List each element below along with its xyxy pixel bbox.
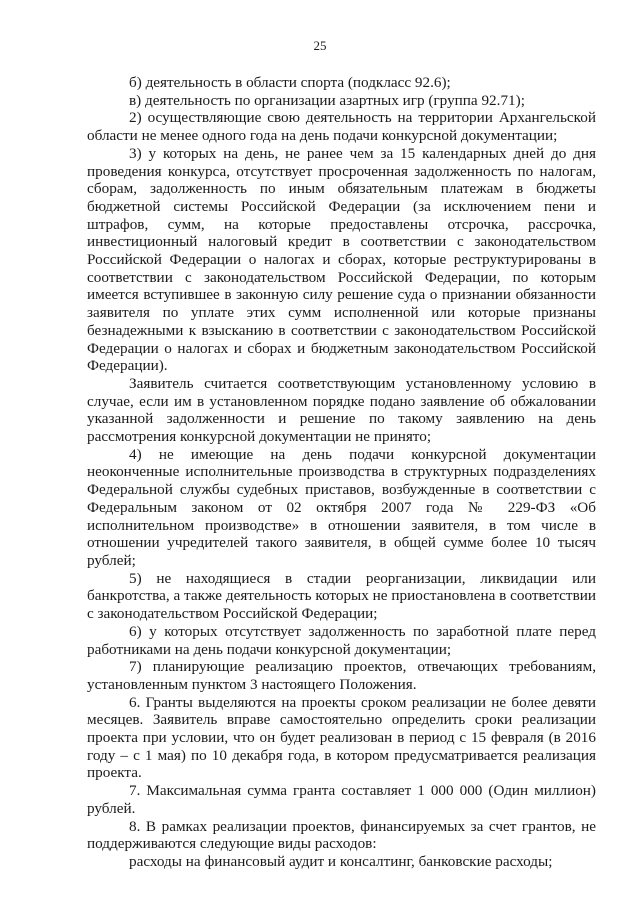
paragraph: 7) планирующие реализацию проектов, отвечающих требованиям, установленным пунктом 3 настоящего Положения. — [87, 658, 596, 693]
paragraph: 4) не имеющие на день подачи конкурсной документации неоконченные исполнительные производства в структурных подразделениях Федеральной службы судебных приставов, возбужденные в соответствии с Федеральным законом от 02 октября 2007 года № 229-ФЗ «Об исполнительном производстве» в отношении заявителя, в том числе в отношении учредителей такого заявителя, в общей сумме более 10 тысяч рублей; — [87, 445, 596, 569]
paragraph: 6) у которых отсутствует задолженность по заработной плате перед работниками на день подачи конкурсной документации; — [87, 622, 596, 658]
paragraph: 2) осуществляющие свою деятельность на территории Архангельской области не менее одного года на день подачи конкурсной документации; — [87, 109, 596, 145]
paragraph: 5) не находящиеся в стадии реорганизации, ликвидации или банкротства, а также деятельность которых не приостановлена в соответствии с законодательством Российской Федерации; — [87, 569, 596, 623]
paragraph: 3) у которых на день, не ранее чем за 15 календарных дней до дня проведения конкурса, отсутствует просроченная задолженность по налогам, сборам, задолженность по иным обязательным платежам в бюджеты бюджетной системы Российской Федерации (за исключением пени и штрафов, сумм, на которые предоставлены отсрочка, рассрочка, инвестиционный налоговый кредит в соответствии с законодательством Российской Федерации о налогах и сборах, которые реструктурированы в соответствии с законодательством Российской Федерации, по которым имеется вступившее в законную силу решение суда о признании обязанности заявителя по уплате этих сумм исполненной или которые признаны безнадежными к взысканию в соответствии с законодательством Российской Федерации о налогах и сборах и бюджетным законодательством Российской Федерации). — [87, 144, 596, 375]
paragraph: расходы на финансовый аудит и консалтинг, банковские расходы; — [129, 852, 553, 870]
document-body — [87, 74, 596, 871]
paragraph: 8. В рамках реализации проектов, финансируемых за счет грантов, не поддерживаются следующие виды расходов: — [87, 817, 596, 853]
page-number: 25 — [313, 38, 327, 53]
paragraph: 6. Гранты выделяются на проекты сроком реализации не более девяти месяцев. Заявитель вправе самостоятельно определить сроки реализации проекта при условии, что он будет реализован в период с 15 февраля (в 2016 году – с 1 мая) по 10 декабря года, в котором предусматривается реализация проекта. — [87, 693, 596, 782]
paragraph: в) деятельность по организации азартных игр (группа 92.71); — [129, 91, 525, 109]
paragraph: б) деятельность в области спорта (подкласс 92.6); — [129, 74, 451, 91]
paragraph: 7. Максимальная сумма гранта составляет 1 000 000 (Один миллион) рублей. — [87, 782, 596, 817]
paragraph: Заявитель считается соответствующим установленному условию в случае, если им в установленном порядке подано заявление об обжаловании указанной задолженности и решение по такому заявлению на день рассмотрения конкурсной документации не принято; — [87, 374, 596, 446]
